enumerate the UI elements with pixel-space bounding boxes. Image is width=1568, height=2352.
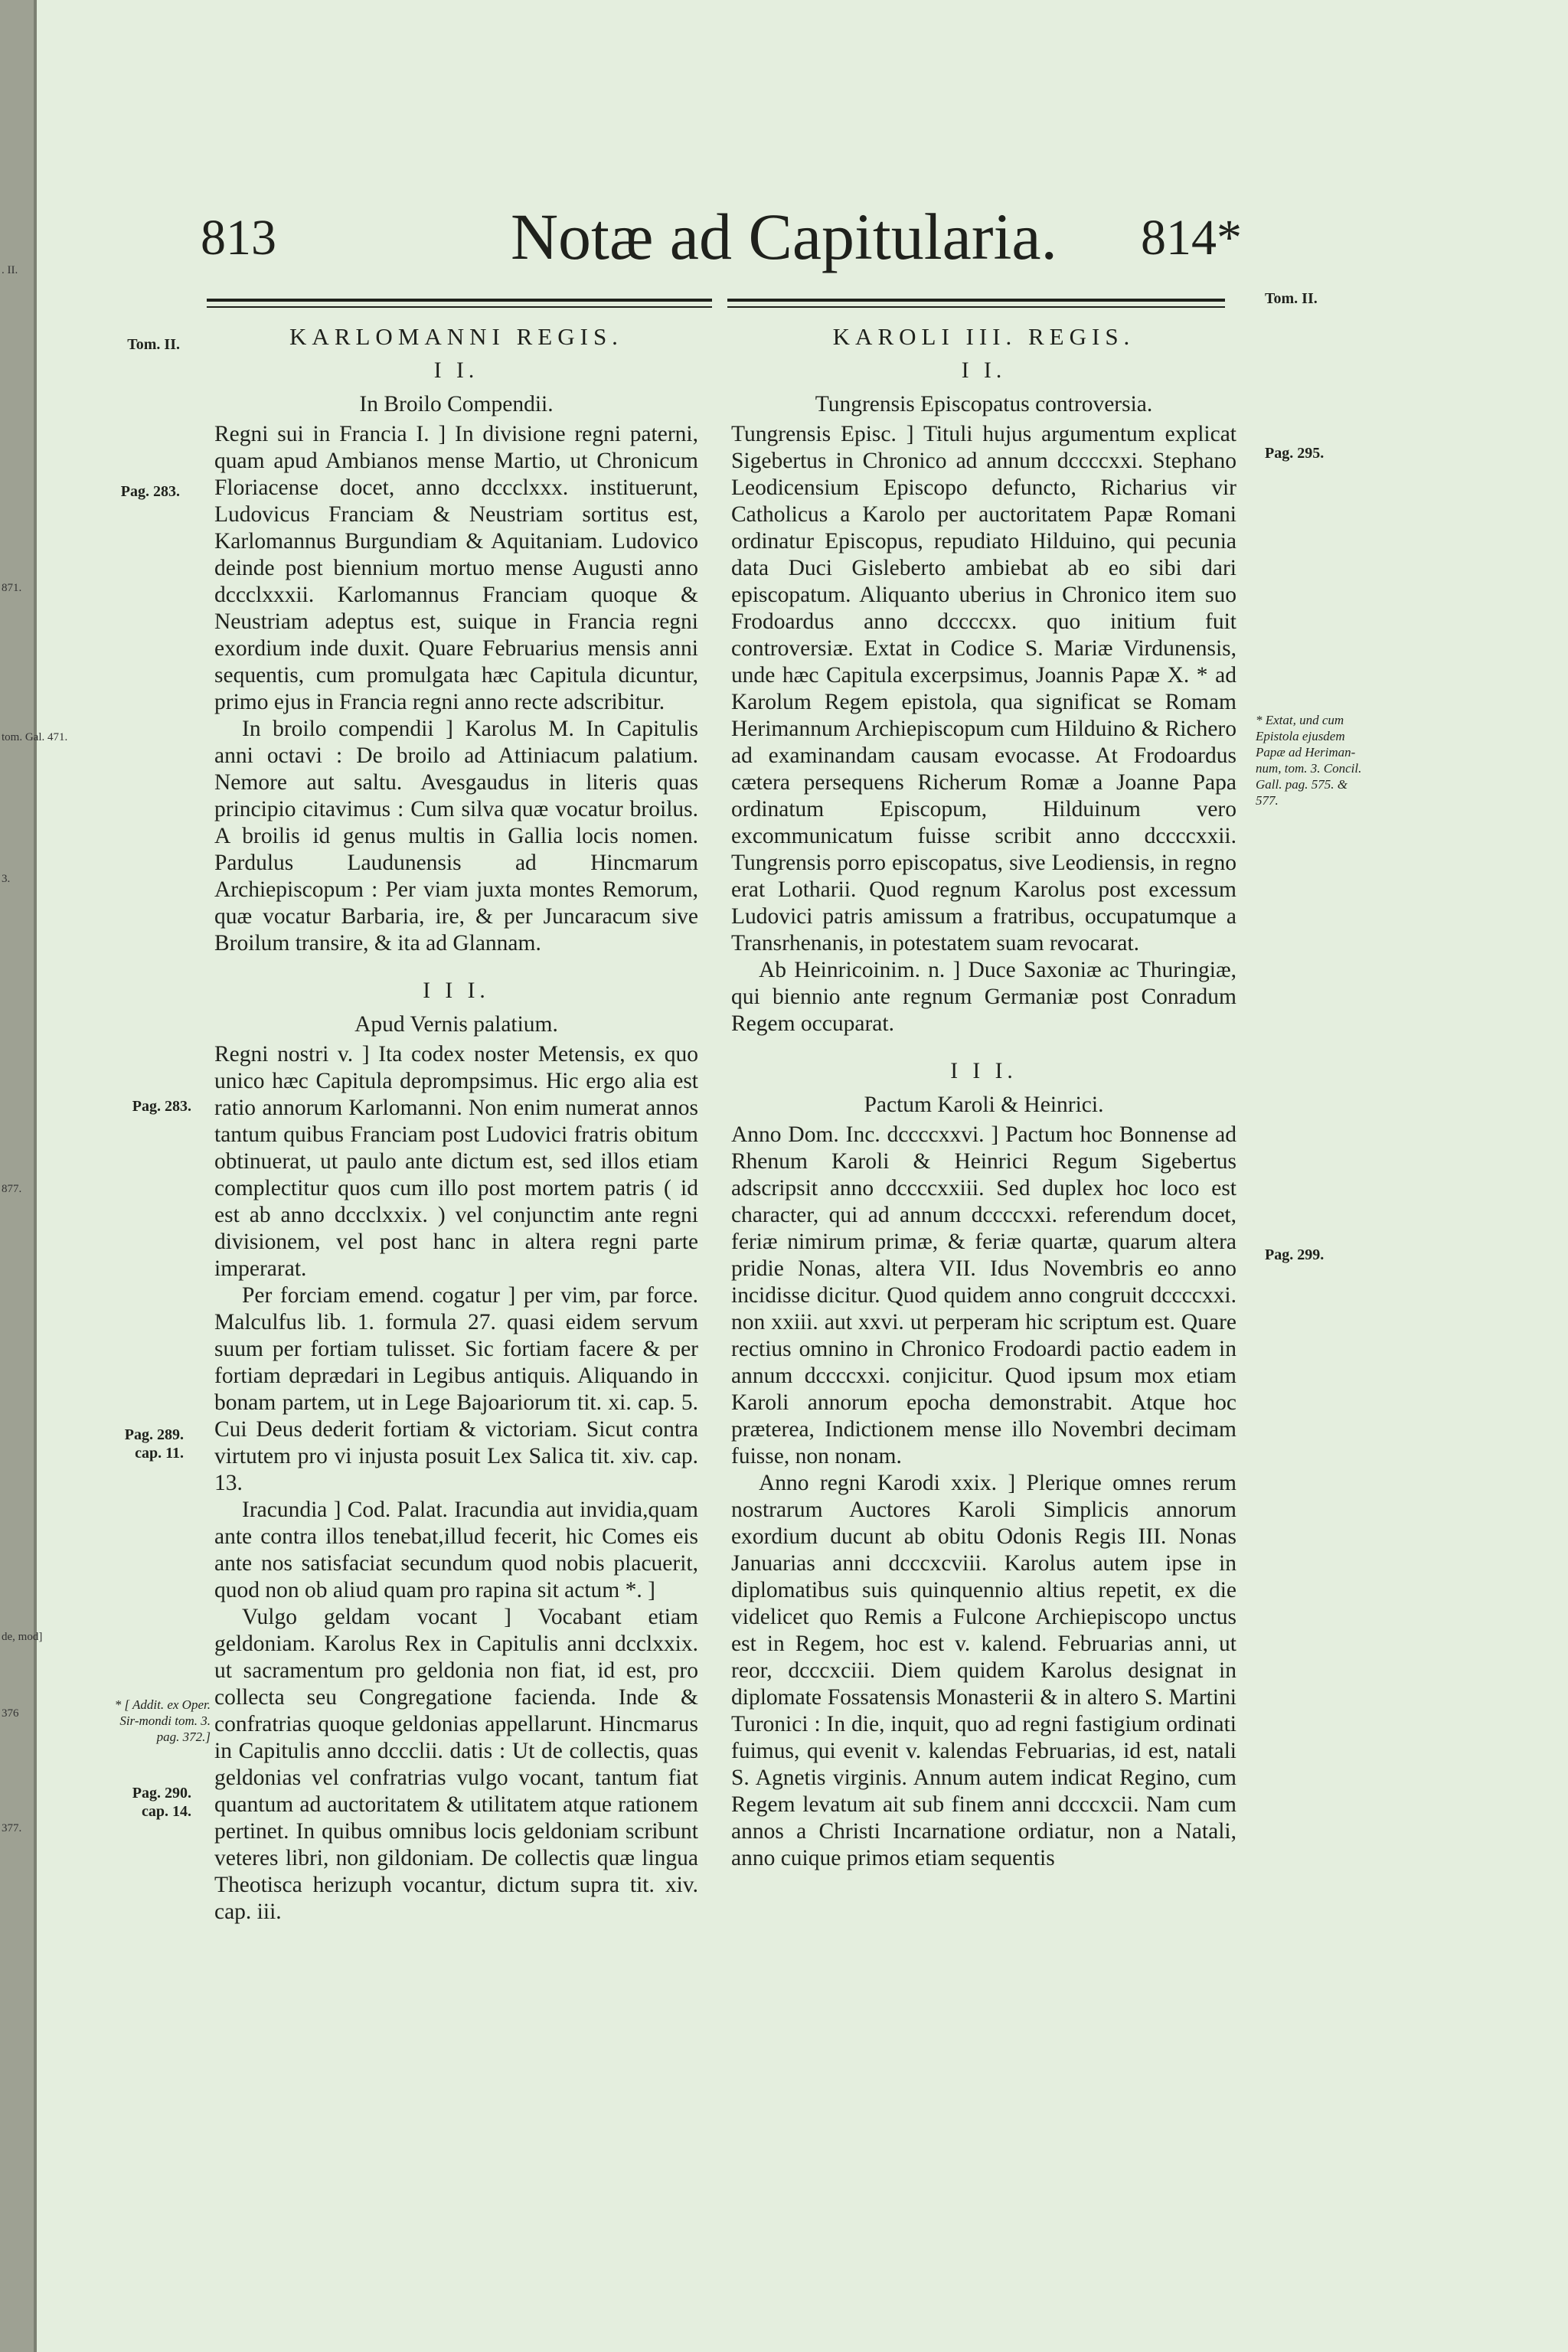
left-section-3-number: I I I. [423,978,490,1003]
margin-note-left: * [ Addit. ex Oper. Sir-mondi tom. 3. pag. 372.] [114,1697,211,1744]
left-paragraph-1: Regni sui in Francia I. ] In divisione regni paterni, quam apud Ambianos mense Martio, ut Chronicum Floriacense docet, anno dccclxxx. instituerunt, Ludovicus Franciam & Neustriam sortitus est, Karlomannus Burgundiam & Aquitaniam. Ludovico deinde post biennium mortuo mense Augusti anno dccclxxxii. Karlomannus Franciam quoque & Neustriam adeptus est, suique in Francia regni exordium inde duxit. Quare Februarius mensis anni sequentis, cum promulgata hæc Capitula dicuntur, primo ejus in Francia regni anno recte adscribitur. [214,422,698,714]
left-section-2-title: In Broilo Compendii. [359,392,554,416]
right-column [731,320,1236,1872]
margin-pag-left-4: Pag. 290. cap. 14. [132,1785,191,1820]
margin-tom-left: Tom. II. [127,336,180,353]
margin-pag-left-2: Pag. 283. [132,1098,191,1115]
left-column [214,320,698,1926]
gutter-mark: 377. [2,1822,22,1834]
gutter-mark: de, mod] [2,1631,43,1643]
gutter-line [34,0,37,2352]
gutter-mark: . II. [2,264,18,276]
left-column-heading: KARLOMANNI REGIS. [289,323,623,350]
gutter-mark: 871. [2,582,22,594]
right-section-3-title: Pactum Karoli & Heinrici. [864,1093,1104,1117]
gutter-mark: 3. [2,873,11,885]
left-paragraph-3: Regni nostri v. ] Ita codex noster Metensis, ex quo unico hæc Capitula deprompsimus. Hic ergo alia est ratio annorum Karlomanni. Non enim numerat annos tantum quibus Franciam post Ludovici fratris obitum obtinuerat, ut paulo ante dictum est, sed illos etiam complectitur quos cum illo post mortem patris ( id est ab anno dccclxxix. ) vel conjunctim ante regni divisionem, vel post hanc in altera regni parte imperarat. [214,1042,698,1281]
right-paragraph-2: Ab Heinricoinim. n. ] Duce Saxoniæ ac Thuringiæ, qui biennio ante regnum Germaniæ post Conradum Regem occuparat. [731,958,1236,1036]
left-paragraph-2: In broilo compendii ] Karolus M. In Capitulis anni octavi : De broilo ad Attiniacum palatium. Nemore aut saltu. Avesgaudus in literis quas principio citavimus : Cum silva quæ vocatur broilus. A broilis id genus multis in Gallia locis nomen. Pardulus Laudunensis ad Hincmarum Archiepiscopum : Per viam juxta montes Remorum, quæ vocatur Barbaria, ire, & per Juncaracum sive Broilum transire, & ita ad Glannam. [214,717,698,956]
folio-left: 813 [201,210,276,266]
left-section-3-title: Apud Vernis palatium. [354,1012,558,1037]
left-paragraph-4: Per forciam emend. cogatur ] per vim, par force. Malculfus lib. 1. formula 27. quasi eidem servum suum per fortiam tulisset. Sic fortiam facere & per fortiam deprædari in Legibus antiquis. Aliquando in bonam partem, ut in Lege Bajoariorum tit. xi. cap. 5. Cui Deus dederit fortiam & victoriam. Sicut contra virtutem pro vi injusta posuit Lex Salica tit. xiv. cap. 13. [214,1283,698,1495]
header-rule-right-thin [727,306,1225,308]
header-rule-left [207,299,712,302]
right-paragraph-4: Anno regni Karodi xxix. ] Plerique omnes rerum nostrarum Auctores Karoli Simplicis annorum exordium ducunt ab obitu Odonis Regis III. Nonas Januarias anni dcccxcviii. Karolus autem ipse in diplomatibus suis quinquennio altius repetit, ex die videlicet quo Remis a Fulcone Archiepiscopo unctus est in Regem, hoc est v. kalend. Februarias anni, ut reor, dcccxciii. Diem quidem Karolus designat in diplomate Fossatensis Monasterii & in altero S. Martini Turonici : In die, inquit, quo ad regni fastigium ordinati fuimus, qui evenit v. kalendas Februarias, id est, natali S. Agnetis virginis. Annum autem indicat Regino, cum Regem levatum ait sub finem anni dcccxcii. Nam cum annos a Christi Incarnatione ordiatur, non a Natali, anno cuique primos etiam sequentis [731,1471,1236,1870]
margin-pag-right-2: Pag. 299. [1265,1246,1325,1263]
margin-tom-right: Tom. II. [1265,290,1318,307]
folio-right: 814* [1141,210,1242,266]
margin-pag-left-1: Pag. 283. [120,483,180,500]
left-paragraph-6: Vulgo geldam vocant ] Vocabant etiam geldoniam. Karolus Rex in Capitulis anni dcclxxix. ut sacramentum pro geldonia non fiat, id est, pro collecta seu Congregatione facienda. Inde & confratrias quoque geldonias appellarunt. Hincmarus in Capitulis anno dccclii. datis : Ut de collectis, quas geldonias vel confratrias vulgo vocant, tantum fiat quantum ad auctoritatem & utilitatem atque rationem pertinet. In quibus omnibus locis geldoniam scribunt veteres libri, non gildoniam. De collectis quæ lingua Theotisca herizuph vocantur, dictum supra tit. xiv. cap. iii. [214,1605,698,1924]
margin-pag-left-3: Pag. 289. cap. 11. [124,1426,184,1462]
gutter-mark: 877. [2,1183,22,1195]
margin-note-right: * Extat, und cum Epistola ejusdem Papæ ad Heriman-num, tom. 3. Concil. Gall. pag. 575. & 577. [1256,713,1362,808]
gutter-mark: tom. Gal. 471. [2,731,68,743]
header-rule-left-thin [207,306,712,308]
right-section-2-title: Tungrensis Episcopatus controversia. [815,392,1153,416]
right-paragraph-3: Anno Dom. Inc. dccccxxvi. ] Pactum hoc Bonnense ad Rhenum Karoli & Heinrici Regum Sigebertus adscripsit anno dccccxxiii. Sed duplex hoc loco est character, qui ad annum dccccxxi. referendum docet, feriæ nimirum primæ, & feriæ quartæ, quarum altera pridie Nonas, altera VII. Idus Novembris eo anno incidisse dicitur. Quod quidem anno congruit dccccxxi. non xxiii. aut xxvi. ut perperam hic scriptum est. Quare rectius omnino in Chronico Frodoardi pactio eadem in annum dccccxxi. conjicitur. Quod ipsum mox etiam Karoli annorum epocha demonstrabit. Atque hoc præterea, Indictionem mense illo Novembri decimam fuisse, non nonam. [731,1122,1236,1468]
left-paragraph-5: Iracundia ] Cod. Palat. Iracundia aut invidia,quam ante contra illos tenebat,illud fecerit, hic Comes eis ante nos satisfaciat secundum quod nobis placuerit, quod non ob aliud quam pro rapina sit actum *. ] [214,1498,698,1602]
margin-pag-right-1: Pag. 295. [1265,445,1325,462]
right-column-heading: KAROLI III. REGIS. [832,323,1135,350]
header-rule-right [727,299,1225,302]
gutter-mark: 376 [2,1707,19,1720]
right-paragraph-1: Tungrensis Episc. ] Tituli hujus argumentum explicat Sigebertus in Chronico ad annum dccccxxi. Stephano Leodicensium Episcopo defuncto, Richarius vir Catholicus a Karolo per auctoritatem Papæ Romani ordinatur Episcopus, repudiato Hilduino, qui pecunia data Duci Gisleberto ambiebat ab eo sibi dari episcopatum. Aliquanto uberius in Chronico item suo Frodoardus anno dccccxx. quo initium fuit controversiæ. Extat in Codice S. Mariæ Virdunensis, unde hæc Capitula excerpsimus, Joannis Papæ X. * ad Karolum Regem epistola, qua significat se Romam Herimannum Archiepiscopum cum Hilduino & Richero ad examinandam causam evocasse. At Frodoardus cætera persequens Richerum Romæ a Joanne Papa ordinatum Episcopum, Hilduinum vero excommunicatum fuisse scribit anno dccccxxii. Tungrensis porro episcopatus, sive Leodiensis, in regno erat Lotharii. Quod regnum Karolus post excessum Ludovici patris amissum a fratribus, occupatumque a Transrhenanis, in potestatem suam revocarat. [731,422,1236,956]
right-section-3-number: I I I. [950,1059,1018,1083]
book-gutter [0,0,34,2352]
right-section-2-number: I I. [961,358,1007,383]
left-section-2-number: I I. [433,358,479,383]
page-title: Notæ ad Capitularia. [510,200,1058,273]
